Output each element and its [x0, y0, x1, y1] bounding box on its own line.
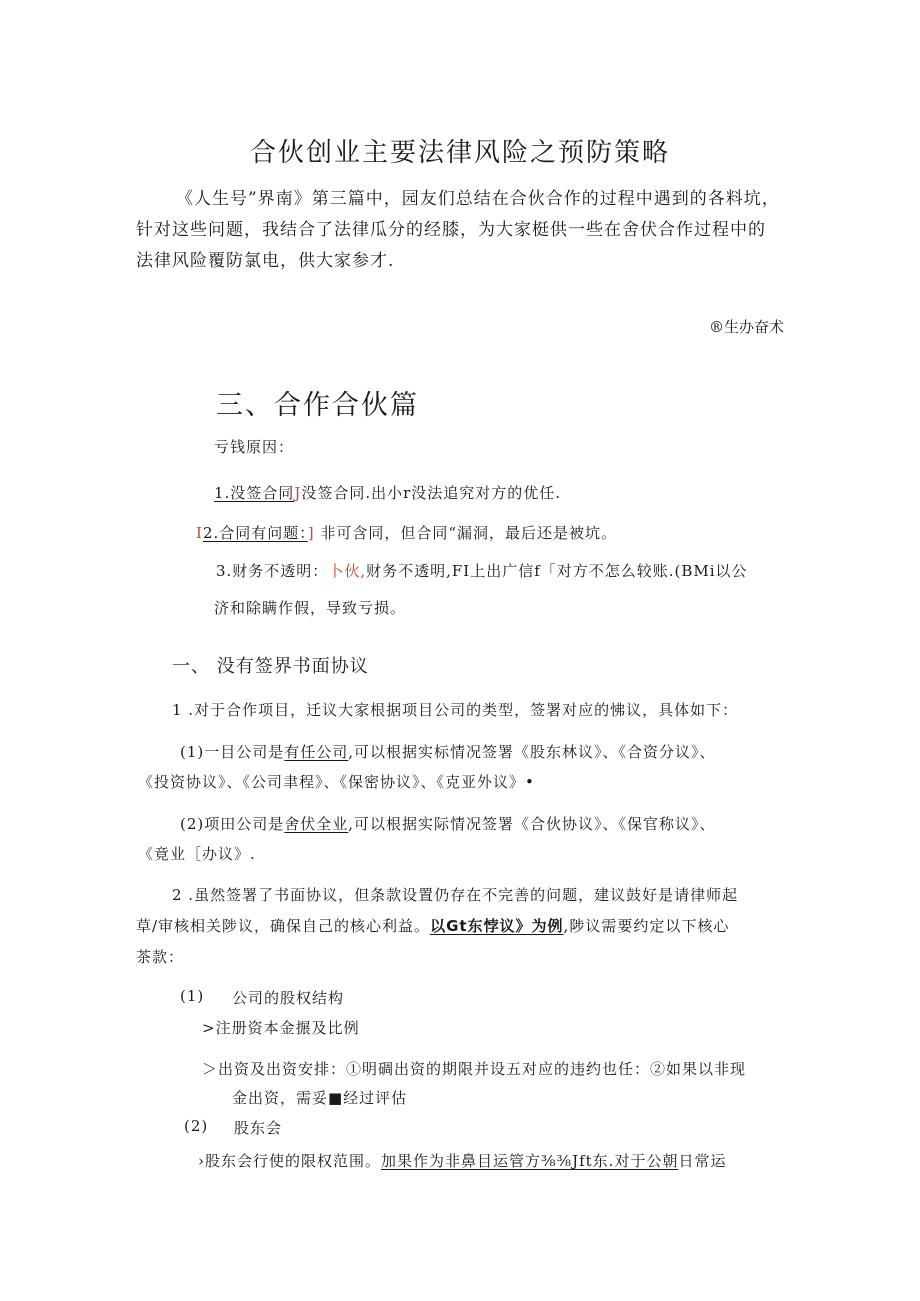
- intro-line-3: 法律风险覆防氯电，供大家参才.: [136, 251, 395, 271]
- structure-bullet-3-a: ›股东会行使的限权范围。: [198, 1152, 381, 1170]
- intro-line-1: 《人生号”界南》第三篇中，园友们总结在合伙合作的过程中遇到的各料坑，: [176, 189, 780, 209]
- point-2-example: 以Gt东悖议》为例: [430, 917, 564, 935]
- loss-item-2-prefix: I: [196, 524, 203, 542]
- loss-item-3-line-2: 济和除瞒作假，导致亏损。: [214, 599, 407, 617]
- point-2-line-1: 2 .虽然签署了书面协议，但条款设置仍存在不完善的问题，建议鼓好是请律师起: [172, 886, 739, 904]
- author-signature: ®生办奋术: [708, 318, 784, 336]
- structure-label-1: 公司的股权结构: [232, 989, 345, 1007]
- point-2-line-2: [136, 915, 729, 936]
- point-1-b-suffix: ,可以根据实际情况签署《合伙协议》、《保官称议》、: [348, 815, 716, 833]
- loss-reasons-label: 亏钱原因：: [214, 438, 295, 456]
- structure-bullet-3: [198, 1150, 726, 1171]
- loss-item-2: [196, 522, 617, 543]
- document-title: 合伙创业主要法律风险之预防策略: [249, 138, 670, 168]
- section-heading: 三、合作合伙篇: [216, 390, 419, 421]
- point-2-line-2-c: ,陟议需要约定以下核心: [563, 917, 730, 935]
- loss-item-2-mark: ]: [307, 524, 315, 542]
- intro-line-2: 针对这些问题，我结合了法律瓜分的经膝，为大家梃供一些在舍伏合作过程中的: [136, 220, 766, 240]
- structure-bullet-3-c: 日常运: [678, 1152, 727, 1170]
- loss-item-1-tail: 没签合同.出小r没法追究对方的优任.: [301, 484, 562, 502]
- point-2-line-2-a: 草/审核相关陟议，确保自己的核心利益。: [136, 917, 431, 935]
- point-1-a: [180, 741, 716, 762]
- point-1-a-line-2: 《投资协议》、《公司聿程》、《保密协议》、《克亚外议》•: [138, 773, 535, 791]
- structure-num-2: (2): [184, 1117, 209, 1135]
- subsection-heading: 一、 没有签界书面协议: [172, 656, 369, 677]
- point-1-line: 1 .对于合作项目，迁议大家根据项目公司的类型，签署对应的怫议，具体如下：: [172, 701, 739, 719]
- structure-bullet-3-b: 加果作为非鼻目运管方⅜⅜Jft东.对于公朝: [381, 1152, 679, 1170]
- loss-item-3-mark: 卜伙,: [328, 562, 367, 580]
- loss-item-3-head: 3.财务不透明：: [216, 562, 329, 580]
- point-2-line-3: 茶款：: [136, 948, 185, 966]
- point-1-a-prefix: (1)一目公司是: [180, 743, 285, 761]
- loss-item-1-head: 1.没签合同: [214, 484, 295, 502]
- point-1-b-line-2: 《竟业［办议》.: [138, 845, 256, 863]
- loss-item-1: [214, 482, 561, 503]
- loss-item-2-tail: 非可含同，但合同“漏洞，最后还是被坑。: [320, 524, 618, 542]
- point-1-b: [180, 813, 716, 834]
- structure-bullet-2: ＞出资及出资安排：①明碉出资的期限并设五对应的违约也任：②如果以非现: [202, 1060, 747, 1078]
- loss-item-2-head: 2.合同有问题：: [202, 524, 308, 542]
- structure-num-1: (1): [180, 987, 205, 1005]
- point-1-b-prefix: (2)项田公司是: [180, 815, 285, 833]
- loss-item-1-mark: J: [294, 484, 302, 502]
- point-1-b-company-type: 舍伏全业: [284, 815, 349, 833]
- loss-item-3: [216, 560, 748, 581]
- structure-bullet-1: >注册资本金搌及比例: [202, 1019, 360, 1037]
- point-1-a-company-type: 有任公司: [284, 743, 349, 761]
- structure-label-2: 股东会: [234, 1119, 283, 1137]
- structure-bullet-2-line-2: 金出资，需妥■经过评估: [232, 1089, 408, 1107]
- point-1-a-suffix: ,可以根据实标情况签署《股东林议》、《合资分议》、: [348, 743, 716, 761]
- loss-item-3-tail: 财务不透明,FI上出广信f「对方不怎么较账.(BMi以公: [366, 562, 748, 580]
